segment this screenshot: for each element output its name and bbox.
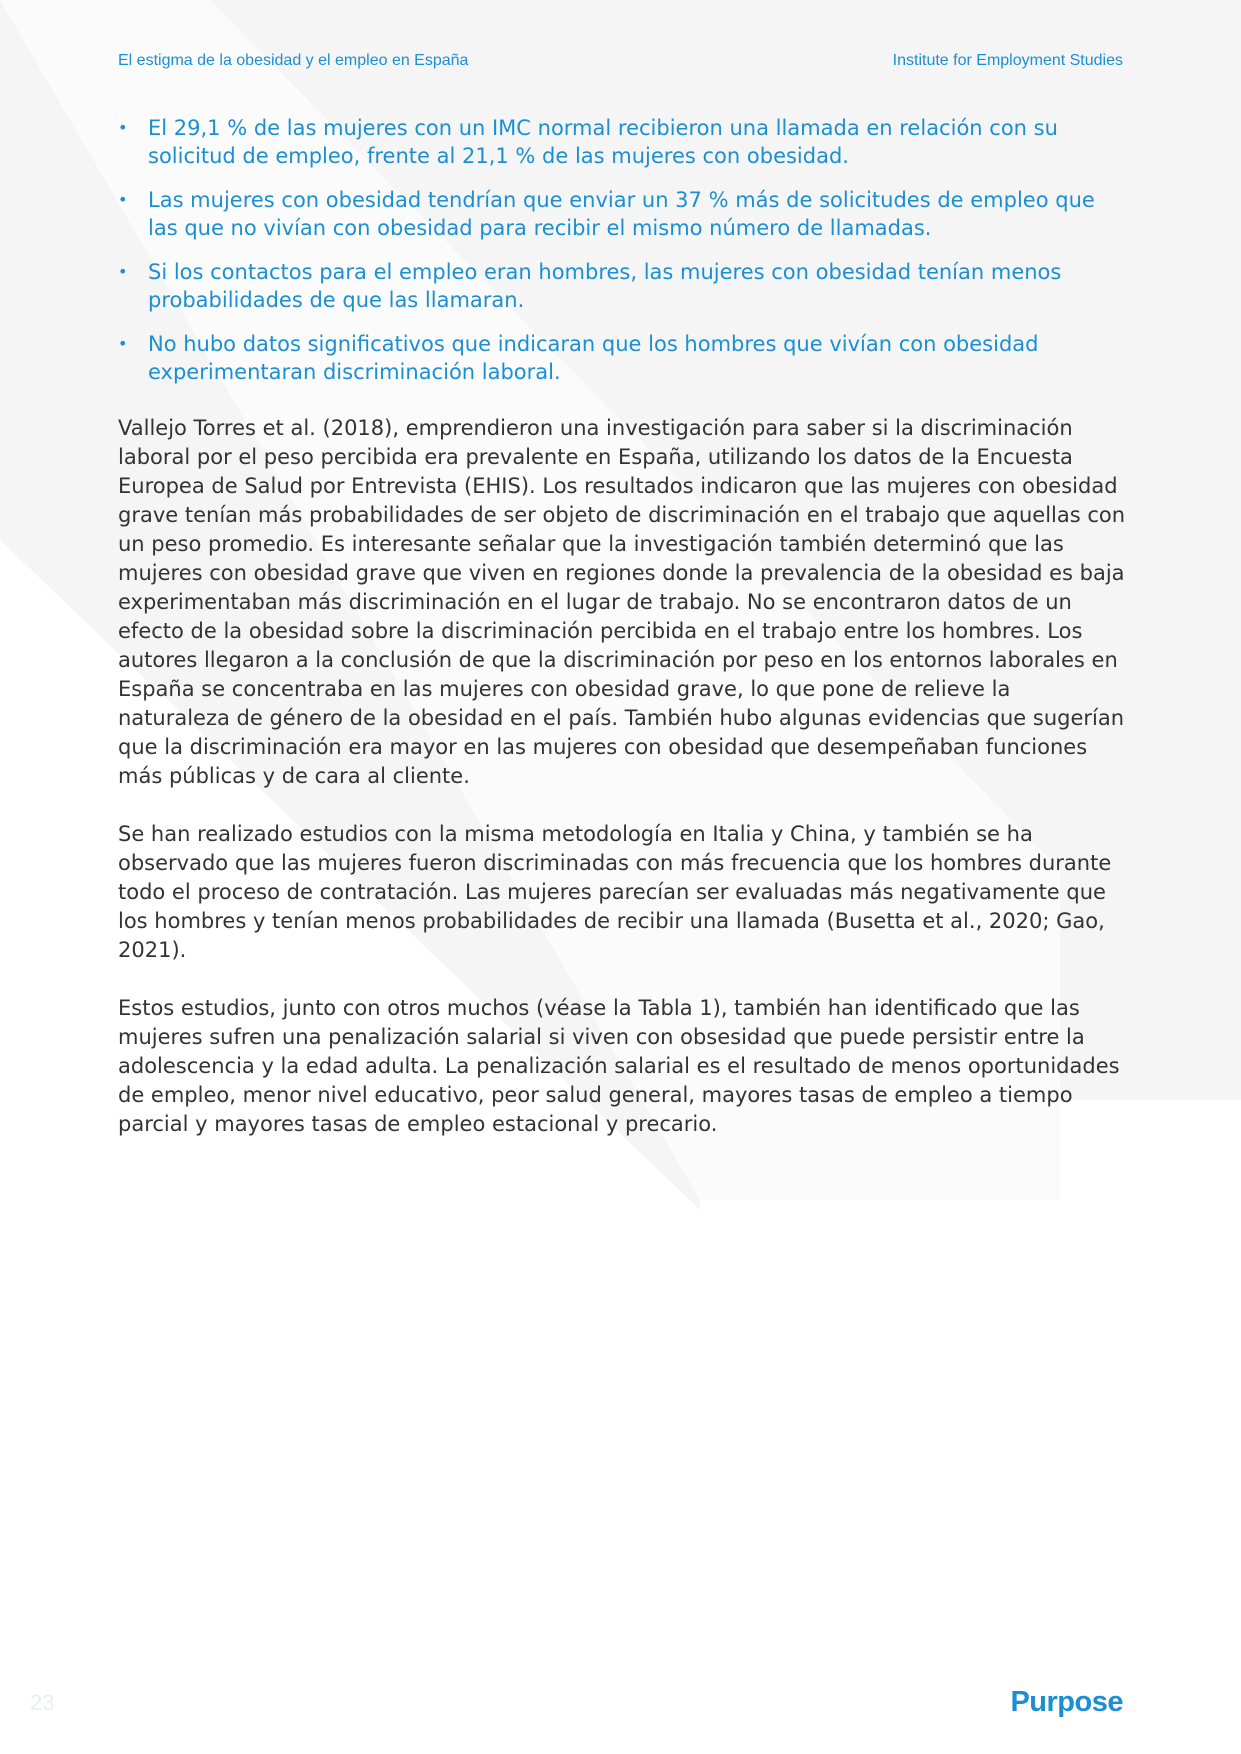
bullet-icon: • (118, 262, 128, 281)
page-header (118, 52, 1123, 70)
document-title: El estigma de la obesidad y el empleo en España (118, 52, 469, 69)
page-number: 23 (30, 1690, 55, 1715)
list-item: • Si los contactos para el empleo eran hombres, las mujeres con obesidad tenían menos probabilidades de que las llamaran. (118, 260, 1062, 312)
list-item: • El 29,1 % de las mujeres con un IMC normal recibieron una llamada en relación con su solicitud de empleo, frente al 21,1 % de las mujeres con obesidad. (118, 116, 1058, 168)
bullet-icon: • (118, 118, 128, 137)
body-paragraph: Se han realizado estudios con la misma metodología en Italia y China, y también se ha observado que las mujeres fueron discriminadas con más frecuencia que los hombres durante todo el proceso de contratación. Las mujeres parecían ser evaluadas más negativamente que los hombres y tenían menos probabilidades de recibir una llamada (Busetta et al., 2020; Gao, 2021). (118, 822, 1112, 962)
list-item: • No hubo datos significativos que indicaran que los hombres que vivían con obesidad experimentaran discriminación laboral. (118, 332, 1039, 384)
bullet-icon: • (118, 190, 128, 209)
body-paragraph: Vallejo Torres et al. (2018), emprendieron una investigación para saber si la discriminación laboral por el peso percibida era prevalente en España, utilizando los datos de la Encuesta Europea de Salud por Entrevista (EHIS). Los resultados indicaron que las mujeres con obesidad grave tenían más probabilidades de ser objeto de discriminación en el trabajo que aquellas con un peso promedio. Es interesante señalar que la investigación también determinó que las mujeres con obesidad grave que viven en regiones donde la prevalencia de la obesidad es baja experimentaban más discriminación en el lugar de trabajo. No se encontraron datos de un efecto de la obesidad sobre la discriminación percibida en el trabajo entre los hombres. Los autores llegaron a la conclusión de que la discriminación por peso en los entornos laborales en España se concentraba en las mujeres con obesidad grave, lo que pone de relieve la naturaleza de género de la obesidad en el país. También hubo algunas evidencias que sugerían que la discriminación era mayor en las mujeres con obesidad que desempeñaban funciones más públicas y de cara al cliente. (118, 416, 1126, 788)
body-paragraph: Estos estudios, junto con otros muchos (véase la Tabla 1), también han identificado que las mujeres sufren una penalización salarial si viven con obsesidad que puede persistir entre la adolescencia y la edad adulta. La penalización salarial es el resultado de menos oportunidades de empleo, menor nivel educativo, peor salud general, mayores tasas de empleo a tiempo parcial y mayores tasas de empleo estacional y precario. (118, 996, 1120, 1136)
purpose-logo: Purpose (1010, 1686, 1123, 1718)
list-item: • Las mujeres con obesidad tendrían que enviar un 37 % más de solicitudes de empleo que las que no vivían con obesidad para recibir el mismo número de llamadas. (118, 188, 1095, 240)
page-content (118, 114, 1128, 1168)
bullet-icon: • (118, 334, 128, 353)
publisher-name: Institute for Employment Studies (892, 52, 1123, 69)
findings-list (118, 114, 1128, 386)
